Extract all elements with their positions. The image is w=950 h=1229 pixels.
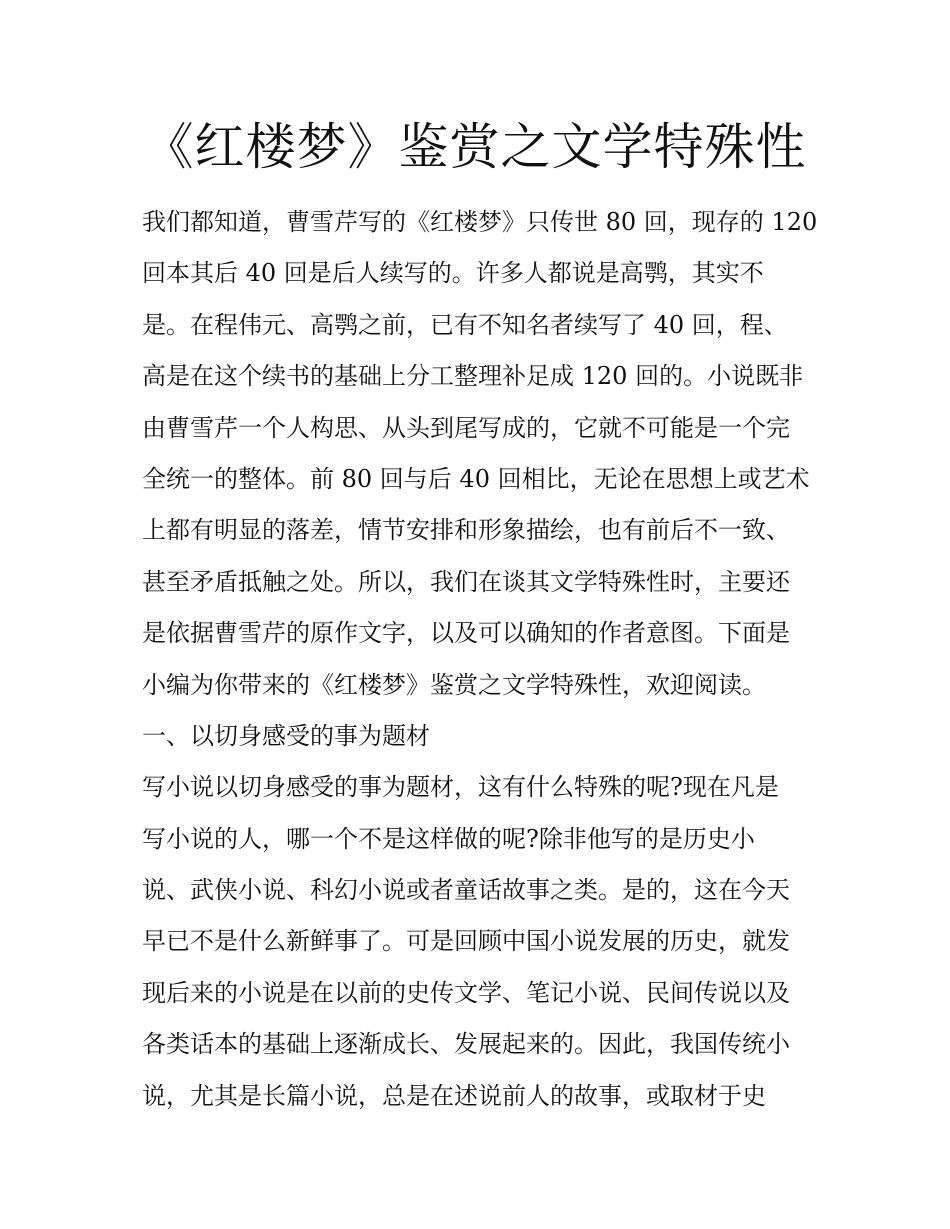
document-body (142, 197, 822, 1122)
body-line-9: 是依据曹雪芹的原作文字，以及可以确知的作者意图。下面是 (142, 619, 790, 648)
body-line-6: 全统一的整体。前 80 回与后 40 回相比，无论在思想上或艺术 (142, 464, 810, 493)
body-line-3: 是。在程伟元、高鹗之前，已有不知名者续写了 40 回，程、 (142, 310, 788, 339)
body-line-15: 早已不是什么新鲜事了。可是回顾中国小说发展的历史，就发 (142, 927, 790, 956)
body-line-5: 由曹雪芹一个人构思、从头到尾写成的，它就不可能是一个完 (142, 413, 790, 442)
body-line-14: 说、武侠小说、科幻小说或者童话故事之类。是的，这在今天 (142, 876, 790, 905)
document-title: 《红楼梦》鉴赏之文学特殊性 (143, 118, 807, 176)
body-line-12: 写小说以切身感受的事为题材，这有什么特殊的呢?现在凡是 (142, 773, 779, 802)
body-line-1: 我们都知道，曹雪芹写的《红楼梦》只传世 80 回，现存的 120 (142, 208, 818, 236)
body-line-18: 说，尤其是长篇小说，总是在述说前人的故事，或取材于史 (142, 1081, 766, 1110)
body-line-10: 小编为你带来的《红楼梦》鉴赏之文学特殊性，欢迎阅读。 (142, 670, 766, 699)
body-line-2: 回本其后 40 回是后人续写的。许多人都说是高鹗，其实不 (142, 259, 764, 288)
body-line-13: 写小说的人，哪一个不是这样做的呢?除非他写的是历史小 (142, 824, 755, 853)
body-line-8: 甚至矛盾抵触之处。所以，我们在谈其文学特殊性时，主要还 (142, 567, 790, 596)
section-heading: 一、以切身感受的事为题材 (142, 721, 430, 750)
body-line-16: 现后来的小说是在以前的史传文学、笔记小说、民间传说以及 (142, 978, 790, 1007)
body-line-17: 各类话本的基础上逐渐成长、发展起来的。因此，我国传统小 (142, 1030, 790, 1059)
body-line-7: 上都有明显的落差，情节安排和形象描绘，也有前后不一致、 (142, 516, 790, 545)
body-line-4: 高是在这个续书的基础上分工整理补足成 120 回的。小说既非 (142, 362, 804, 391)
